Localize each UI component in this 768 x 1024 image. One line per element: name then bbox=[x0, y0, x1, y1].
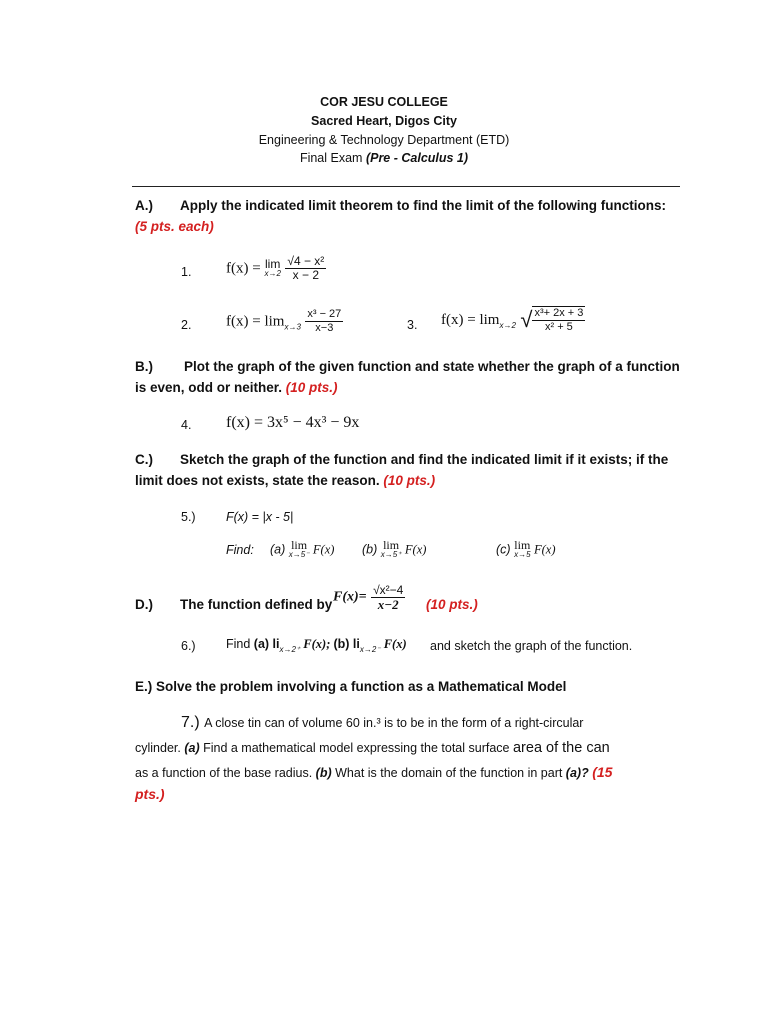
item-6-b-sub: x→2⁻ bbox=[359, 645, 381, 654]
section-d-label: D.) bbox=[135, 597, 153, 612]
section-b-text-2-line bbox=[135, 380, 338, 395]
exam-subject: (Pre - Calculus 1) bbox=[365, 151, 469, 165]
section-c-text-2: limit does not exists, state the reason. bbox=[135, 473, 384, 488]
part-c-lim bbox=[514, 540, 530, 560]
part-a-fn: F(x) bbox=[312, 542, 335, 557]
item-6-expression bbox=[226, 637, 407, 654]
section-b-text-1: Plot the graph of the given function and state whether the graph of a function bbox=[184, 359, 680, 374]
item-7-text-1: A close tin can of volume 60 in.³ is to be in the form of a right-circular bbox=[204, 716, 584, 730]
item-1-lim bbox=[264, 256, 281, 279]
item-7-text-3d: (a)? bbox=[565, 766, 589, 780]
item-7-line-3 bbox=[135, 760, 612, 786]
item-6-a: (a) li bbox=[253, 637, 280, 651]
item-1-expression bbox=[226, 255, 326, 282]
item-6-b-fn: F(x) bbox=[380, 637, 407, 651]
item-3-denominator: x² + 5 bbox=[544, 321, 573, 333]
item-3-expression bbox=[441, 306, 585, 334]
section-c-text-1: Sketch the graph of the function and find the indicated limit if it exists; if the bbox=[180, 452, 669, 467]
section-d-fraction bbox=[371, 584, 405, 611]
section-d-denominator: x−2 bbox=[377, 597, 399, 612]
item-3-fraction bbox=[532, 306, 585, 334]
section-d-fn: F(x)= bbox=[333, 589, 367, 605]
item-6-find: Find bbox=[226, 637, 254, 651]
item-1-lim-word: lim bbox=[265, 256, 281, 271]
item-5-expression: F(x) = |x - 5| bbox=[226, 510, 294, 524]
item-5-part-c bbox=[496, 540, 556, 560]
item-5-find-label: Find: bbox=[226, 543, 254, 557]
section-b-text-2: is even, odd or neither. bbox=[135, 380, 286, 395]
item-2-denominator: x−3 bbox=[315, 322, 334, 334]
section-d-text: The function defined by bbox=[180, 597, 333, 612]
part-c-lim-word: lim bbox=[514, 538, 531, 552]
item-2-lhs: f(x) = lim bbox=[226, 313, 285, 330]
item-5-part-a bbox=[270, 540, 334, 560]
part-c-tag: (c) bbox=[496, 542, 511, 557]
item-7-line-1 bbox=[181, 711, 583, 736]
item-7-line-2 bbox=[135, 736, 610, 761]
item-7-text-3c: What is the domain of the function in part bbox=[331, 766, 566, 780]
part-b-tag: (b) bbox=[362, 542, 378, 557]
item-1-fraction bbox=[285, 255, 326, 282]
item-3-lhs: f(x) = lim bbox=[441, 312, 500, 329]
item-7-part-a: (a) bbox=[184, 741, 200, 755]
item-2-expression bbox=[226, 308, 343, 335]
item-7-text-3a: as a function of the base radius. bbox=[135, 766, 316, 780]
item-2-fraction bbox=[305, 308, 343, 335]
part-a-tag: (a) bbox=[270, 542, 286, 557]
item-6-b: (b) li bbox=[333, 637, 360, 651]
item-4-expression: f(x) = 3x⁵ − 4x³ − 9x bbox=[226, 414, 360, 431]
part-b-lim-sub: x→5⁺ bbox=[380, 550, 402, 559]
section-c-label: C.) bbox=[135, 452, 153, 467]
item-2-numerator: x³ − 27 bbox=[307, 308, 342, 320]
item-1-numerator: √4 − x² bbox=[287, 254, 325, 268]
part-b-lim bbox=[381, 540, 402, 560]
part-a-lim-word: lim bbox=[291, 538, 308, 552]
item-6-a-sub: x→2⁺ bbox=[279, 645, 301, 654]
item-1-denominator: x − 2 bbox=[292, 268, 319, 282]
section-d-points: (10 pts.) bbox=[426, 597, 478, 612]
item-6-number: 6.) bbox=[181, 639, 196, 653]
college-location: Sacred Heart, Digos City bbox=[311, 114, 457, 128]
part-b-lim-word: lim bbox=[383, 538, 400, 552]
item-7-points-2: pts.) bbox=[135, 786, 165, 802]
section-a-label: A.) bbox=[135, 198, 153, 213]
exam-title bbox=[0, 151, 768, 165]
section-a-points: (5 pts. each) bbox=[135, 219, 214, 234]
item-5-part-b bbox=[362, 540, 426, 560]
part-c-fn: F(x) bbox=[534, 542, 556, 557]
item-3-sub: x→2 bbox=[499, 321, 516, 331]
item-7-text-2d: area of the can bbox=[512, 740, 610, 756]
item-4-number: 4. bbox=[181, 418, 192, 432]
section-c-points: (10 pts.) bbox=[383, 473, 436, 488]
college-name: COR JESU COLLEGE bbox=[320, 95, 448, 109]
item-2-sub: x→3 bbox=[284, 322, 301, 332]
item-5-number: 5.) bbox=[181, 510, 196, 524]
item-3-numerator: x³+ 2x + 3 bbox=[534, 307, 584, 319]
section-d-numerator: √x²−4 bbox=[373, 583, 404, 597]
part-a-lim-sub: x→5⁻ bbox=[288, 550, 310, 559]
item-7-text-2c: Find a mathematical model expressing the total surface bbox=[199, 741, 513, 755]
item-1-lim-sub: x→2 bbox=[264, 268, 281, 278]
item-3-number: 3. bbox=[407, 318, 418, 332]
header-divider bbox=[132, 186, 680, 187]
section-c-text-2-line bbox=[135, 473, 435, 488]
item-1-number: 1. bbox=[181, 265, 192, 279]
section-e-label: E.) Solve the problem involving a function as a Mathematical Model bbox=[135, 679, 567, 694]
exam-prefix: Final Exam bbox=[299, 151, 366, 165]
part-a-lim bbox=[289, 540, 310, 560]
item-6-tail: and sketch the graph of the function. bbox=[430, 639, 633, 653]
item-7-number: 7.) bbox=[181, 714, 200, 731]
item-7-part-b: (b) bbox=[315, 766, 332, 780]
item-2-number: 2. bbox=[181, 318, 192, 332]
section-d-function bbox=[333, 584, 405, 611]
section-b-points: (10 pts.) bbox=[285, 380, 338, 395]
item-7-text-2a: cylinder. bbox=[135, 741, 185, 755]
section-a-text: Apply the indicated limit theorem to find the limit of the following functions: bbox=[180, 198, 666, 213]
sqrt-icon: √ bbox=[520, 307, 533, 332]
item-1-lhs: f(x) = bbox=[226, 260, 265, 277]
part-c-lim-sub: x→5 bbox=[514, 550, 531, 559]
department-name: Engineering & Technology Department (ETD) bbox=[258, 133, 510, 147]
part-b-fn: F(x) bbox=[404, 542, 427, 557]
item-7-points-1: (15 bbox=[592, 764, 613, 780]
section-b-label: B.) bbox=[135, 359, 153, 374]
item-6-a-fn: F(x); bbox=[300, 637, 334, 651]
